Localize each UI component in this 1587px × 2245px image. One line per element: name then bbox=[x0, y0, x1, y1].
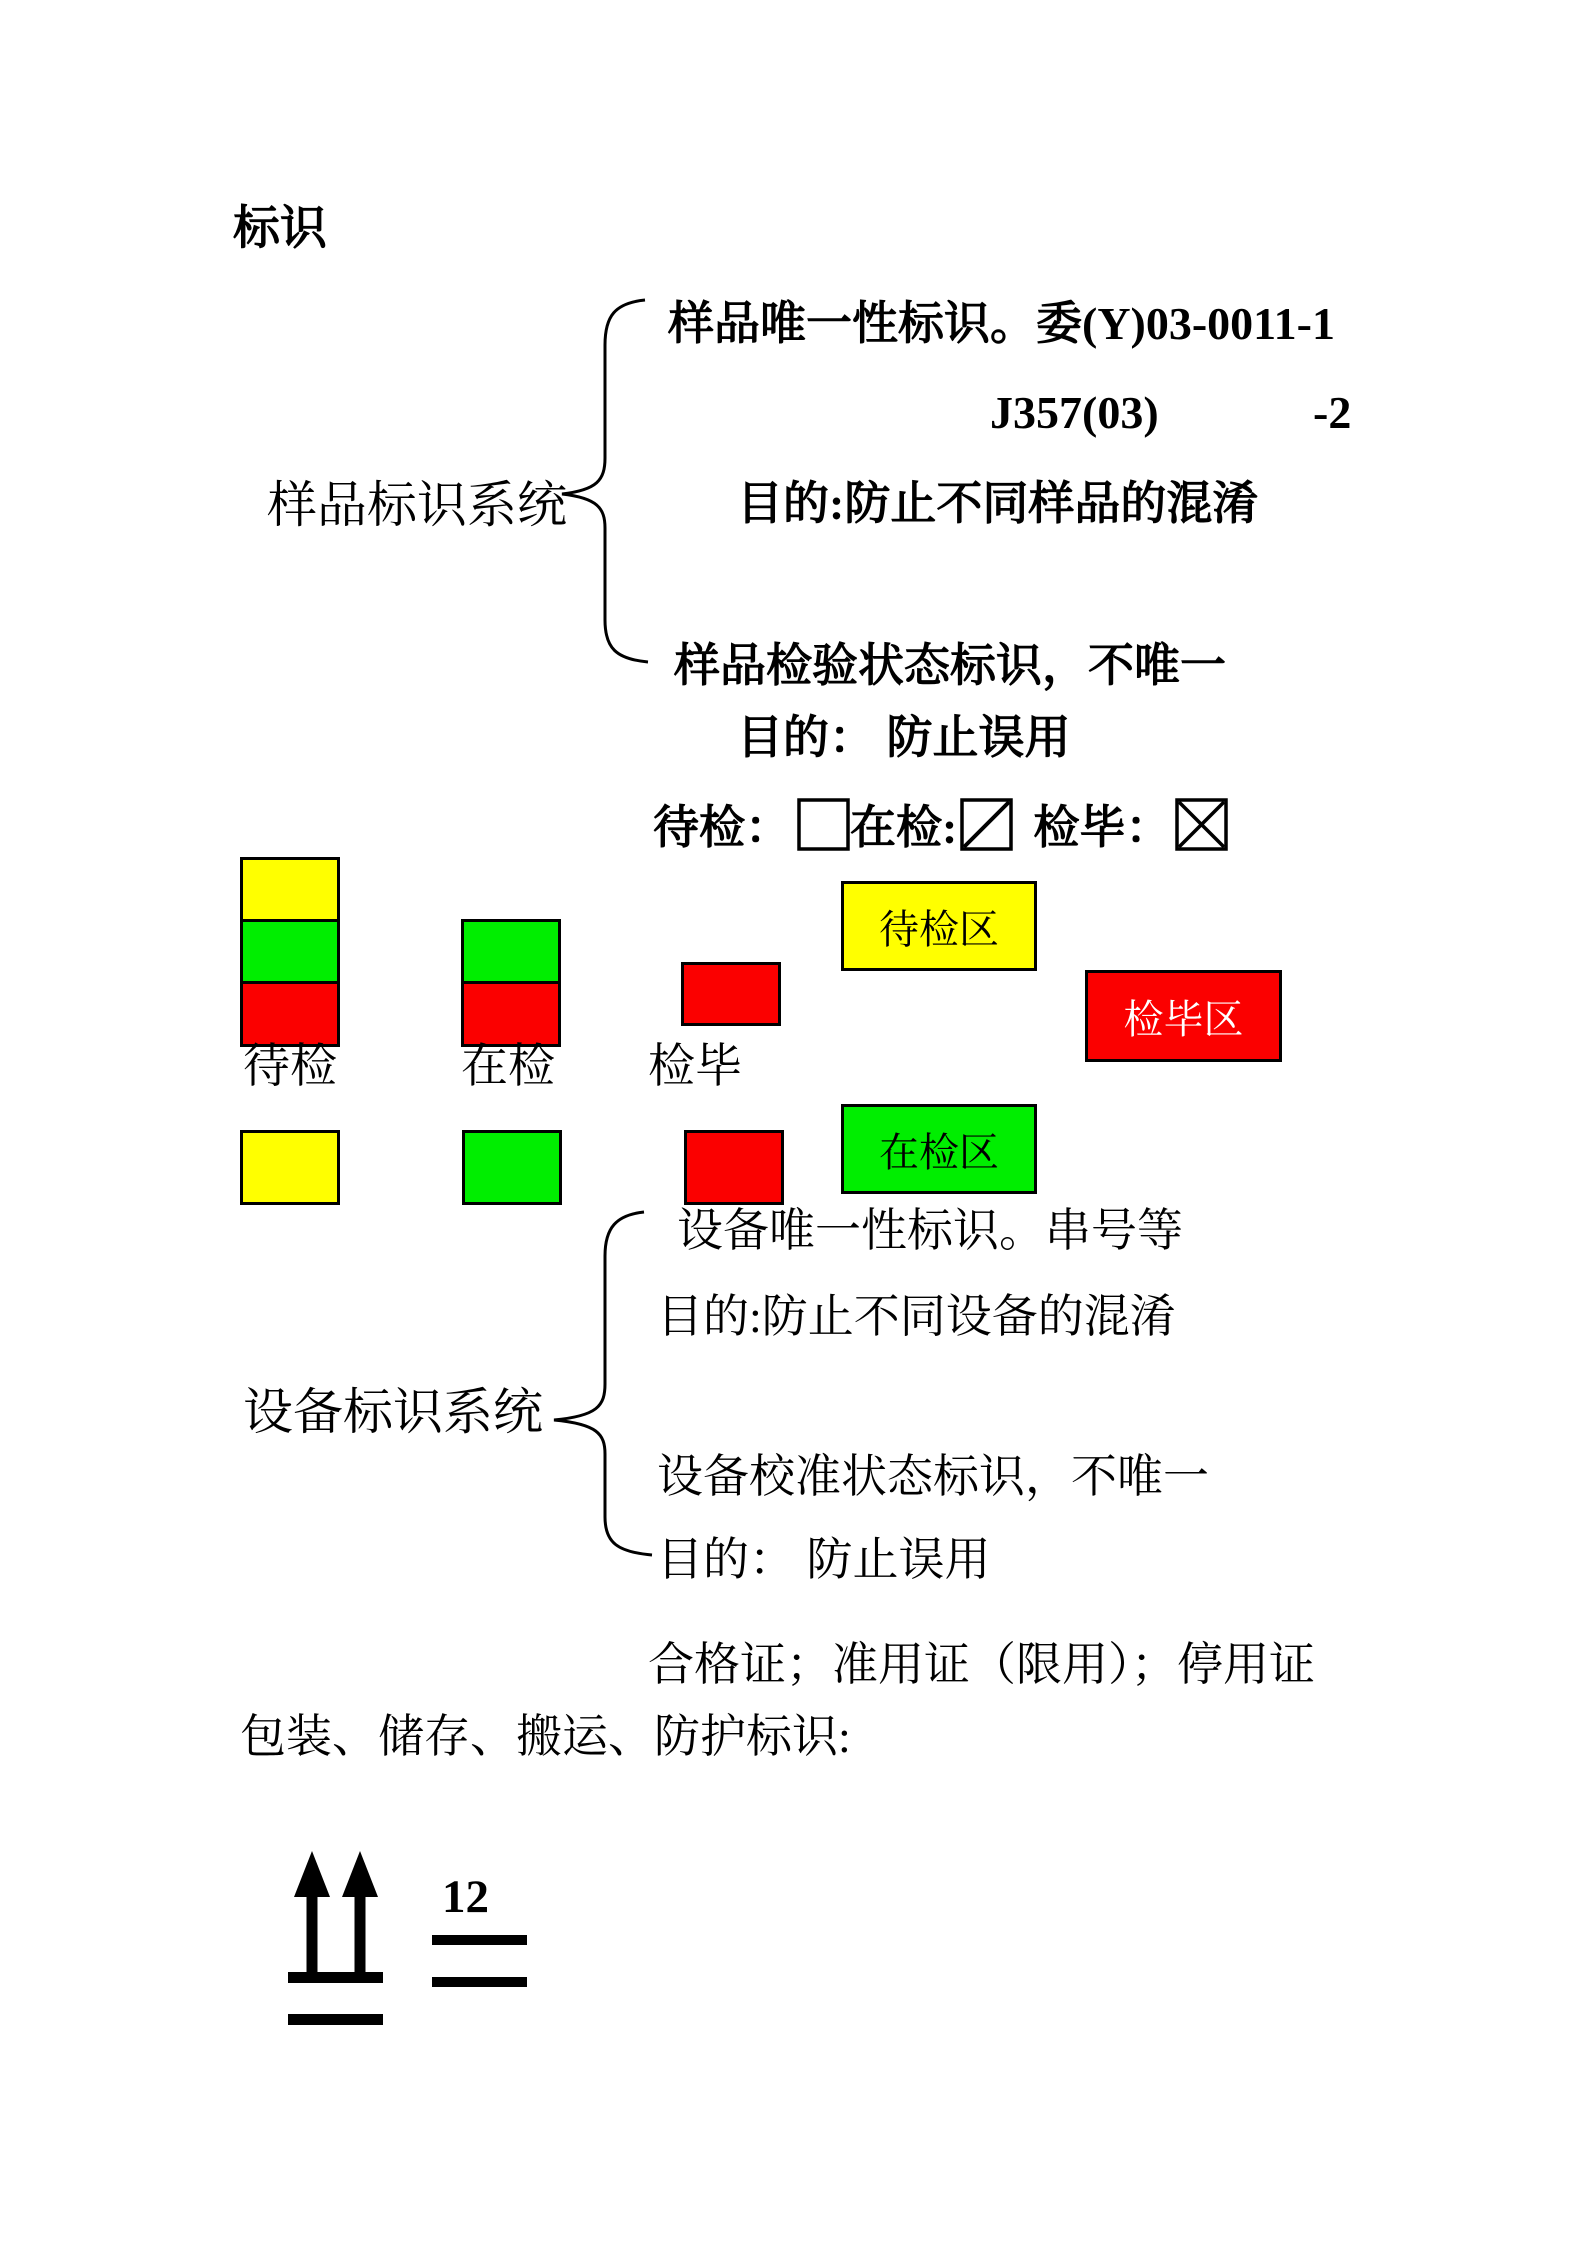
page-title: 标识 bbox=[233, 201, 327, 256]
pending-zone-label: 待检区 bbox=[879, 906, 999, 952]
pending-stack-red-box bbox=[240, 981, 340, 1047]
empty-square-icon bbox=[797, 798, 850, 851]
sample-system-label: 样品标识系统 bbox=[267, 477, 567, 533]
equipment-system-label: 设备标识系统 bbox=[243, 1384, 543, 1440]
done-single-red-box bbox=[684, 1130, 784, 1205]
packaging-heading: 包装、储存、搬运、防护标识: bbox=[240, 1711, 851, 1762]
inprogress-zone-label: 在检区 bbox=[879, 1129, 999, 1175]
pending-zone-box bbox=[841, 881, 1037, 971]
sample-doc-number: J357(03) bbox=[990, 387, 1159, 438]
legend-pending-label: 待检： bbox=[653, 802, 791, 853]
this-way-up-icon bbox=[282, 1845, 388, 2035]
pending-stack-green-box bbox=[240, 919, 340, 984]
pending-stack-yellow-box bbox=[240, 857, 340, 922]
x-square-icon bbox=[1175, 798, 1228, 851]
inprogress-zone-box bbox=[841, 1104, 1037, 1194]
inprogress-stack-red-box bbox=[461, 981, 561, 1047]
sample-doc-number-suffix: -2 bbox=[1313, 387, 1352, 438]
done-column-label: 检毕 bbox=[648, 1041, 742, 1093]
stacking-limit-icon bbox=[432, 1870, 527, 1990]
stacking-bar-bottom bbox=[432, 1977, 527, 1987]
stacking-bar-top bbox=[432, 1935, 527, 1945]
equipment-system-brace bbox=[554, 1212, 652, 1555]
legend-inprogress-label: 在检: bbox=[850, 802, 958, 853]
done-zone-label: 检毕区 bbox=[1123, 996, 1244, 1042]
equipment-calibration-purpose: 目的： 防止误用 bbox=[657, 1534, 991, 1585]
stacking-limit-number: 12 bbox=[442, 1871, 489, 1923]
equipment-calibration-line: 设备校准状态标识，不唯一 bbox=[657, 1451, 1209, 1502]
sample-purpose-line: 目的:防止不同样品的混淆 bbox=[737, 478, 1259, 529]
sample-unique-id-line: 样品唯一性标识。委(Y)03-0011-1 bbox=[668, 298, 1335, 349]
equipment-purpose-line: 目的:防止不同设备的混淆 bbox=[657, 1291, 1176, 1342]
done-zone-box bbox=[1085, 970, 1282, 1062]
done-red-box bbox=[681, 962, 781, 1026]
equipment-unique-id-line: 设备唯一性标识。串号等 bbox=[677, 1205, 1183, 1256]
status-legend bbox=[653, 791, 1228, 857]
inprogress-column-label: 在检 bbox=[461, 1041, 555, 1093]
slash-square-icon bbox=[960, 798, 1013, 851]
sample-status-purpose: 目的： 防止误用 bbox=[737, 712, 1071, 763]
certificates-line: 合格证；准用证（限用）；停用证 bbox=[648, 1639, 1315, 1690]
pending-column-label: 待检 bbox=[243, 1041, 337, 1093]
sample-system-brace bbox=[562, 300, 648, 662]
pending-single-yellow-box bbox=[240, 1130, 340, 1205]
inprogress-stack-green-box bbox=[461, 919, 561, 984]
legend-done-label: 检毕： bbox=[1033, 802, 1172, 853]
sample-status-line: 样品检验状态标识，不唯一 bbox=[674, 640, 1226, 691]
inprogress-single-green-box bbox=[462, 1130, 562, 1205]
